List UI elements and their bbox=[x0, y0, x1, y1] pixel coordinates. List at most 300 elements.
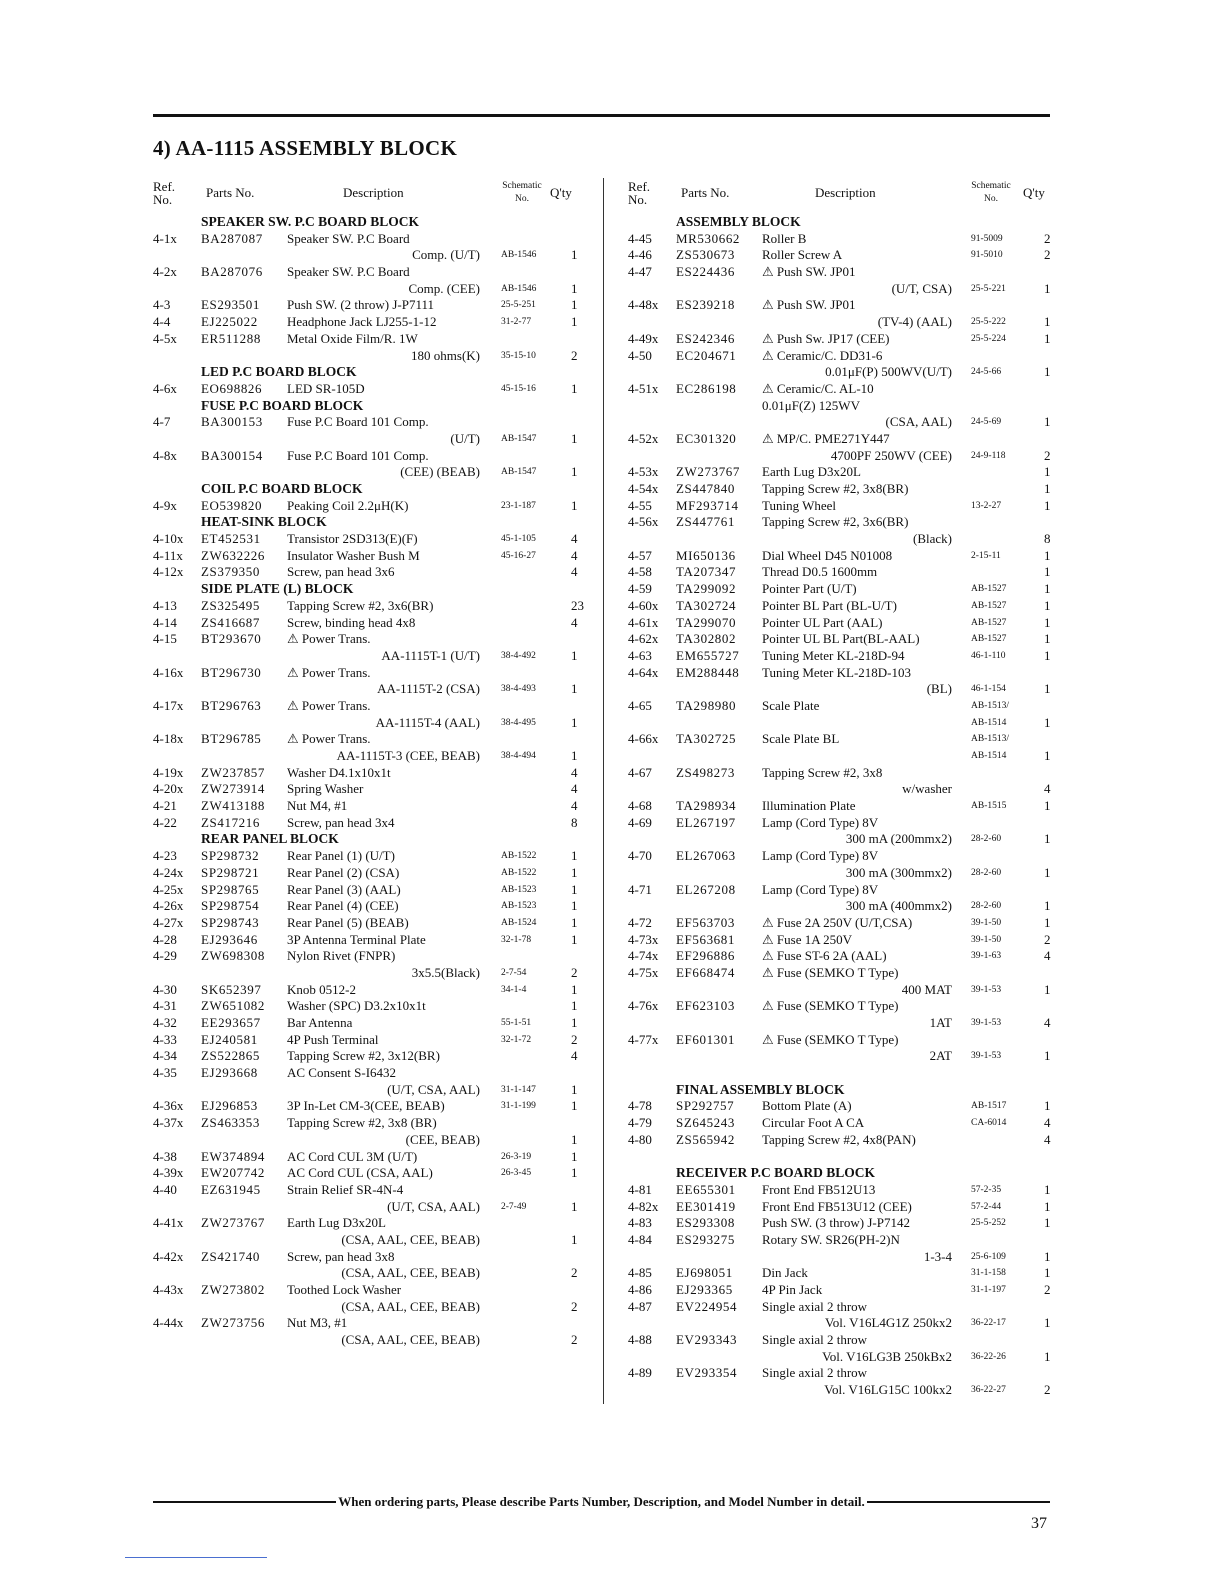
description-cell: Din Jack bbox=[762, 1265, 808, 1281]
parts-no-cell: TA207347 bbox=[676, 564, 737, 580]
table-row bbox=[628, 932, 1056, 949]
table-row bbox=[628, 381, 1056, 398]
parts-no-cell: EM288448 bbox=[676, 664, 740, 680]
section-heading: LED P.C BOARD BLOCK bbox=[201, 364, 357, 380]
table-row bbox=[153, 848, 583, 865]
parts-no-cell: BT296785 bbox=[201, 731, 262, 747]
description-cell: (CSA, AAL, CEE, BEAB) bbox=[341, 1332, 480, 1348]
ref-no-cell: 4-68 bbox=[628, 798, 652, 814]
table-row bbox=[153, 1249, 583, 1266]
parts-no-cell: ZW273802 bbox=[201, 1282, 266, 1297]
table-row bbox=[153, 231, 583, 248]
description-cell: Tapping Screw #2, 3x8 bbox=[762, 764, 883, 780]
parts-no-cell: ET452531 bbox=[201, 531, 261, 547]
header-ref: Ref. No. bbox=[153, 179, 176, 207]
description-cell: AC Consent S-I6432 bbox=[287, 1065, 397, 1081]
footer-rule-left bbox=[153, 1501, 336, 1503]
table-row bbox=[153, 564, 583, 581]
description-cell: Knob 0512-2 bbox=[287, 981, 356, 997]
parts-no-cell: ZW698308 bbox=[201, 948, 266, 964]
ref-no-cell: 4-3 bbox=[153, 297, 171, 313]
table-row bbox=[628, 965, 1056, 982]
qty-cell: 23 bbox=[571, 597, 584, 613]
qty-cell: 1 bbox=[571, 848, 578, 864]
table-row bbox=[628, 264, 1056, 281]
description-cell: ⚠ Power Trans. bbox=[287, 664, 371, 680]
qty-cell: 1 bbox=[1044, 1098, 1051, 1114]
ref-no-cell: 4-50 bbox=[628, 347, 652, 363]
qty-cell: 1 bbox=[1044, 1181, 1051, 1197]
description-cell: ⚠ MP/C. PME271Y447 bbox=[762, 430, 890, 446]
schematic-no-cell: 57-2-35 bbox=[971, 1184, 1002, 1195]
description-cell: Screw, pan head 3x6 bbox=[287, 564, 395, 580]
description-cell: AC Cord CUL (CSA, AAL) bbox=[287, 1165, 433, 1181]
ref-no-cell: 4-6x bbox=[153, 380, 177, 396]
schematic-no-cell: 31-1-197 bbox=[971, 1285, 1006, 1295]
ref-no-cell: 4-62x bbox=[628, 631, 659, 647]
description-cell: (CSA, AAL, CEE, BEAB) bbox=[341, 1265, 480, 1281]
schematic-no-cell: 31-1-199 bbox=[501, 1101, 536, 1112]
parts-no-cell: EF623103 bbox=[676, 998, 735, 1014]
ref-no-cell: 4-15 bbox=[153, 631, 177, 647]
qty-cell: 2 bbox=[571, 347, 578, 363]
left-parts-column bbox=[153, 178, 583, 1349]
ref-no-cell: 4-7 bbox=[153, 414, 171, 430]
schematic-no-cell: AB-1513/ bbox=[971, 700, 1009, 711]
parts-no-cell: ZW632226 bbox=[201, 547, 266, 563]
ref-no-cell: 4-49x bbox=[628, 330, 659, 346]
section-heading: SIDE PLATE (L) BLOCK bbox=[201, 581, 354, 597]
ref-no-cell: 4-2x bbox=[153, 264, 177, 280]
ref-no-cell: 4-33 bbox=[153, 1031, 177, 1047]
table-row bbox=[153, 665, 583, 682]
footer-note bbox=[153, 1494, 1050, 1510]
ref-no-cell: 4-72 bbox=[628, 914, 652, 930]
qty-cell: 8 bbox=[571, 814, 578, 830]
description-cell: (CEE, BEAB) bbox=[405, 1131, 480, 1147]
ref-no-cell: 4-28 bbox=[153, 931, 177, 947]
table-row-continuation bbox=[153, 281, 583, 298]
description-cell: LED SR-105D bbox=[287, 380, 365, 396]
header-description: Description bbox=[815, 185, 876, 200]
parts-no-cell: EC301320 bbox=[676, 430, 737, 446]
ref-no-cell: 4-57 bbox=[628, 547, 652, 563]
schematic-no-cell: 39-1-50 bbox=[971, 917, 1002, 928]
description-cell: Bottom Plate (A) bbox=[762, 1098, 852, 1114]
qty-cell: 1 bbox=[571, 1165, 578, 1181]
schematic-no-cell: 46-1-154 bbox=[971, 684, 1006, 695]
parts-no-cell: EW374894 bbox=[201, 1148, 266, 1164]
ref-no-cell: 4-18x bbox=[153, 731, 184, 747]
parts-no-cell: TA302724 bbox=[676, 597, 737, 613]
schematic-no-cell: AB-1522 bbox=[501, 851, 537, 862]
parts-no-cell: ZW651082 bbox=[201, 998, 266, 1014]
schematic-no-cell: 25-5-222 bbox=[971, 317, 1006, 328]
table-row-continuation bbox=[628, 1015, 1056, 1032]
table-row bbox=[628, 548, 1056, 565]
qty-cell: 2 bbox=[1044, 447, 1051, 463]
parts-no-cell: ZW237857 bbox=[201, 764, 266, 780]
ref-no-cell: 4-5x bbox=[153, 330, 177, 346]
parts-no-cell: ZS565942 bbox=[676, 1131, 735, 1147]
description-cell: AA-1115T-3 (CEE, BEAB) bbox=[336, 748, 480, 763]
description-cell: Fuse P.C Board 101 Comp. bbox=[287, 447, 429, 463]
table-row bbox=[628, 598, 1056, 615]
qty-cell: 1 bbox=[571, 314, 578, 330]
description-cell: Comp. (U/T) bbox=[412, 247, 480, 263]
schematic-no-cell: AB-1547 bbox=[501, 467, 537, 478]
qty-cell: 1 bbox=[1044, 414, 1051, 430]
table-row bbox=[153, 1115, 583, 1132]
ref-no-cell: 4-60x bbox=[628, 597, 659, 613]
schematic-no-cell: AB-1527 bbox=[971, 617, 1007, 628]
table-row bbox=[628, 631, 1056, 648]
parts-no-cell: EJ240581 bbox=[201, 1031, 258, 1047]
ref-no-cell: 4-54x bbox=[628, 481, 659, 496]
schematic-no-cell: 34-1-4 bbox=[501, 984, 527, 995]
parts-no-cell: EJ293668 bbox=[201, 1065, 258, 1081]
qty-cell: 2 bbox=[1044, 931, 1051, 947]
table-row bbox=[628, 1215, 1056, 1232]
section-heading: SPEAKER SW. P.C BOARD BLOCK bbox=[201, 214, 420, 229]
qty-cell: 2 bbox=[1044, 247, 1051, 263]
parts-no-cell: MI650136 bbox=[676, 547, 736, 563]
qty-cell: 1 bbox=[1044, 714, 1051, 730]
qty-cell: 4 bbox=[571, 781, 578, 797]
description-cell: Roller Screw A bbox=[762, 247, 843, 263]
description-cell: Vol. V16L4G1Z 250kx2 bbox=[825, 1315, 952, 1331]
parts-no-cell: ZS416687 bbox=[201, 614, 260, 630]
description-cell: Headphone Jack LJ255-1-12 bbox=[287, 314, 437, 330]
parts-no-cell: EV224954 bbox=[676, 1298, 738, 1314]
schematic-no-cell: 28-2-60 bbox=[971, 867, 1002, 878]
qty-cell: 1 bbox=[571, 864, 578, 880]
ref-no-cell: 4-79 bbox=[628, 1115, 652, 1131]
schematic-no-cell: 45-16-27 bbox=[501, 550, 536, 561]
description-cell: (U/T) bbox=[450, 430, 480, 446]
ref-no-cell: 4-43x bbox=[153, 1282, 184, 1297]
parts-no-cell: EJ293365 bbox=[676, 1282, 733, 1297]
description-cell: ⚠ Ceramic/C. AL-10 bbox=[762, 380, 874, 396]
schematic-no-cell: AB-1514 bbox=[971, 717, 1007, 728]
description-cell: AA-1115T-4 (AAL) bbox=[375, 714, 480, 730]
schematic-no-cell: 39-1-53 bbox=[971, 1051, 1002, 1062]
ref-no-cell: 4-41x bbox=[153, 1215, 184, 1231]
description-cell: 300 mA (300mmx2) bbox=[845, 864, 952, 880]
qty-cell: 1 bbox=[571, 380, 578, 396]
schematic-no-cell: 25-5-251 bbox=[501, 300, 536, 311]
ref-no-cell: 4-42x bbox=[153, 1248, 184, 1264]
table-header bbox=[628, 178, 1056, 214]
description-cell: Comp. (CEE) bbox=[408, 280, 480, 296]
qty-cell: 1 bbox=[571, 1148, 578, 1164]
table-row-continuation bbox=[628, 1349, 1056, 1366]
parts-no-cell: BA300154 bbox=[201, 447, 263, 463]
parts-no-cell: MR530662 bbox=[676, 230, 741, 246]
table-row bbox=[153, 982, 583, 999]
parts-no-cell: MF293714 bbox=[676, 497, 739, 513]
table-row bbox=[628, 1365, 1056, 1382]
description-cell: Transistor 2SD313(E)(F) bbox=[287, 531, 418, 547]
qty-cell: 1 bbox=[1044, 597, 1051, 613]
table-row bbox=[153, 1015, 583, 1032]
qty-cell: 4 bbox=[571, 764, 578, 780]
table-row-continuation bbox=[628, 898, 1056, 915]
qty-cell: 1 bbox=[571, 464, 578, 480]
schematic-no-cell: 25-5-224 bbox=[971, 333, 1006, 344]
schematic-no-cell: 36-22-26 bbox=[971, 1351, 1006, 1362]
table-row bbox=[153, 815, 583, 832]
schematic-no-cell: 13-2-27 bbox=[971, 500, 1002, 511]
ref-no-cell: 4-51x bbox=[628, 380, 659, 396]
ref-no-cell: 4-10x bbox=[153, 531, 184, 547]
ref-no-cell: 4-11x bbox=[153, 547, 183, 563]
table-row-continuation bbox=[628, 865, 1056, 882]
table-row bbox=[153, 1215, 583, 1232]
table-row bbox=[628, 481, 1056, 498]
ref-no-cell: 4-59 bbox=[628, 581, 652, 597]
table-row-continuation bbox=[153, 431, 583, 448]
schematic-no-cell: 24-5-69 bbox=[971, 417, 1002, 428]
ref-no-cell: 4-66x bbox=[628, 731, 659, 747]
ref-no-cell: 4-55 bbox=[628, 497, 652, 513]
parts-no-cell: EF563681 bbox=[676, 931, 735, 947]
schematic-no-cell: 35-15-10 bbox=[501, 350, 536, 361]
parts-no-cell: EE655301 bbox=[676, 1181, 736, 1197]
description-cell: ⚠ Push SW. JP01 bbox=[762, 297, 856, 313]
description-cell: (CSA, AAL) bbox=[885, 414, 952, 430]
qty-cell: 1 bbox=[1044, 1265, 1051, 1281]
parts-no-cell: ZS447840 bbox=[676, 481, 735, 496]
parts-no-cell: ZS530673 bbox=[676, 247, 735, 263]
header-qty: Q'ty bbox=[1023, 185, 1045, 200]
schematic-no-cell: 36-22-27 bbox=[971, 1385, 1006, 1396]
qty-cell: 1 bbox=[1044, 981, 1051, 997]
parts-no-cell: TA302725 bbox=[676, 731, 737, 747]
description-cell: Nut M3, #1 bbox=[287, 1315, 348, 1331]
table-row bbox=[153, 615, 583, 632]
table-row-continuation bbox=[628, 1382, 1056, 1399]
table-row-continuation bbox=[628, 748, 1056, 765]
parts-no-cell: ZS522865 bbox=[201, 1048, 260, 1064]
parts-no-cell: EF601301 bbox=[676, 1031, 735, 1047]
ref-no-cell: 4-87 bbox=[628, 1298, 652, 1314]
qty-cell: 1 bbox=[571, 881, 578, 897]
table-row-continuation bbox=[153, 1232, 583, 1249]
table-row-continuation bbox=[153, 965, 583, 982]
table-row-continuation bbox=[153, 748, 583, 765]
table-row bbox=[628, 1265, 1056, 1282]
description-cell: Thread D0.5 1600mm bbox=[762, 564, 878, 580]
qty-cell: 1 bbox=[1044, 631, 1051, 647]
table-row-continuation bbox=[153, 348, 583, 365]
schematic-no-cell: 39-1-63 bbox=[971, 951, 1002, 962]
table-row bbox=[153, 865, 583, 882]
description-cell: Pointer Part (U/T) bbox=[762, 581, 857, 597]
parts-no-cell: ZS447761 bbox=[676, 514, 735, 530]
description-cell: AC Cord CUL 3M (U/T) bbox=[287, 1148, 418, 1164]
page-title: 4) AA-1115 ASSEMBLY BLOCK bbox=[153, 136, 458, 160]
ref-no-cell: 4-58 bbox=[628, 564, 652, 580]
schematic-no-cell: 26-3-45 bbox=[501, 1168, 532, 1179]
description-cell: (Black) bbox=[913, 531, 952, 547]
schematic-no-cell: 55-1-51 bbox=[501, 1018, 532, 1028]
qty-cell: 1 bbox=[571, 1198, 578, 1214]
parts-no-cell: EJ225022 bbox=[201, 314, 258, 330]
qty-cell: 1 bbox=[571, 1131, 578, 1147]
ref-no-cell: 4-9x bbox=[153, 497, 177, 513]
ref-no-cell: 4-78 bbox=[628, 1098, 652, 1114]
parts-no-cell: BT296763 bbox=[201, 697, 262, 713]
ref-no-cell: 4-16x bbox=[153, 664, 184, 680]
ref-no-cell: 4-67 bbox=[628, 764, 652, 780]
qty-cell: 8 bbox=[1044, 531, 1051, 547]
ref-no-cell: 4-36x bbox=[153, 1098, 184, 1114]
schematic-no-cell: 28-2-60 bbox=[971, 901, 1002, 912]
table-row bbox=[628, 464, 1056, 481]
qty-cell: 1 bbox=[571, 681, 578, 697]
parts-no-cell: SP292757 bbox=[676, 1098, 735, 1114]
table-row-continuation bbox=[153, 464, 583, 481]
description-cell: 1AT bbox=[929, 1015, 952, 1030]
description-cell: ⚠ Fuse (SEMKO T Type) bbox=[762, 998, 899, 1014]
schematic-no-cell: 32-1-72 bbox=[501, 1034, 532, 1045]
table-row bbox=[153, 297, 583, 314]
qty-cell: 1 bbox=[571, 898, 578, 914]
description-cell: 3P Antenna Terminal Plate bbox=[287, 931, 426, 947]
table-row-continuation bbox=[628, 715, 1056, 732]
table-row bbox=[153, 631, 583, 648]
qty-cell: 4 bbox=[571, 564, 578, 580]
description-cell: Roller B bbox=[762, 230, 807, 246]
table-row bbox=[153, 1149, 583, 1166]
table-row bbox=[153, 1315, 583, 1332]
qty-cell: 1 bbox=[1044, 864, 1051, 880]
schematic-no-cell: 45-15-16 bbox=[501, 383, 536, 394]
description-cell: Metal Oxide Film/R. 1W bbox=[287, 330, 418, 346]
qty-cell: 2 bbox=[571, 964, 578, 980]
parts-no-cell: TA299092 bbox=[676, 581, 737, 597]
ref-no-cell: 4-34 bbox=[153, 1048, 177, 1064]
qty-cell: 1 bbox=[1044, 280, 1051, 296]
description-cell: Single axial 2 throw bbox=[762, 1298, 868, 1314]
qty-cell: 4 bbox=[1044, 948, 1051, 964]
table-row bbox=[628, 1032, 1056, 1049]
description-cell: w/washer bbox=[902, 781, 952, 797]
table-row bbox=[153, 932, 583, 949]
description-cell: Strain Relief SR-4N-4 bbox=[287, 1181, 404, 1197]
qty-cell: 1 bbox=[1044, 581, 1051, 597]
ref-no-cell: 4-56x bbox=[628, 514, 659, 530]
table-row bbox=[628, 1282, 1056, 1299]
table-row bbox=[628, 698, 1056, 715]
header-schematic: Schematic No. bbox=[502, 181, 542, 204]
qty-cell: 4 bbox=[571, 614, 578, 630]
parts-no-cell: ZW273756 bbox=[201, 1315, 266, 1331]
description-cell: Vol. V16LG15C 100kx2 bbox=[824, 1382, 952, 1398]
section-heading: HEAT-SINK BLOCK bbox=[201, 514, 327, 530]
table-header bbox=[153, 178, 583, 214]
qty-cell: 1 bbox=[1044, 1198, 1051, 1214]
description-cell: Screw, binding head 4x8 bbox=[287, 614, 416, 630]
table-row bbox=[153, 1282, 583, 1299]
table-row bbox=[628, 882, 1056, 899]
schematic-no-cell: CA-6014 bbox=[971, 1118, 1007, 1129]
schematic-no-cell: AB-1546 bbox=[501, 283, 537, 294]
table-row bbox=[628, 648, 1056, 665]
description-cell: Screw, pan head 3x4 bbox=[287, 814, 395, 830]
ordering-note: When ordering parts, Please describe Parts Number, Description, and Model Number in detail. bbox=[338, 1494, 865, 1509]
schematic-no-cell: 39-1-50 bbox=[971, 934, 1002, 945]
qty-cell: 1 bbox=[1044, 1348, 1051, 1364]
table-row-continuation bbox=[153, 1265, 583, 1282]
ref-no-cell: 4-12x bbox=[153, 564, 184, 580]
schematic-no-cell: 26-3-19 bbox=[501, 1151, 532, 1162]
parts-no-cell: BT293670 bbox=[201, 631, 262, 647]
spacer bbox=[628, 1065, 1056, 1082]
parts-no-cell: ZS325495 bbox=[201, 597, 260, 613]
schematic-no-cell: AB-1546 bbox=[501, 250, 537, 261]
parts-no-cell: ZW273914 bbox=[201, 781, 266, 797]
description-cell: Tapping Screw #2, 3x6(BR) bbox=[762, 514, 909, 530]
table-row bbox=[628, 297, 1056, 314]
description-cell: ⚠ Power Trans. bbox=[287, 697, 371, 713]
description-cell: (BL) bbox=[926, 681, 952, 697]
ref-no-cell: 4-69 bbox=[628, 814, 652, 830]
qty-cell: 2 bbox=[1044, 230, 1051, 246]
description-cell: Bar Antenna bbox=[287, 1015, 353, 1030]
qty-cell: 4 bbox=[571, 1048, 578, 1064]
parts-no-cell: ES293501 bbox=[201, 297, 260, 313]
section-heading: FUSE P.C BOARD BLOCK bbox=[201, 397, 364, 413]
ref-no-cell: 4-4 bbox=[153, 314, 171, 330]
table-row-continuation bbox=[628, 1315, 1056, 1332]
qty-cell: 2 bbox=[1044, 1282, 1051, 1297]
header-qty: Q'ty bbox=[550, 185, 572, 200]
qty-cell: 1 bbox=[1044, 681, 1051, 697]
column-divider bbox=[603, 178, 604, 1404]
ref-no-cell: 4-19x bbox=[153, 764, 184, 780]
parts-no-cell: ZS379350 bbox=[201, 564, 260, 580]
table-row bbox=[153, 998, 583, 1015]
footer-rule-right bbox=[867, 1501, 1050, 1503]
ref-no-cell: 4-47 bbox=[628, 264, 652, 280]
table-row bbox=[153, 798, 583, 815]
description-cell: ⚠ Fuse (SEMKO T Type) bbox=[762, 964, 899, 980]
ref-no-cell: 4-82x bbox=[628, 1198, 659, 1214]
qty-cell: 1 bbox=[1044, 564, 1051, 580]
table-row-continuation bbox=[628, 364, 1056, 381]
qty-cell: 1 bbox=[1044, 748, 1051, 763]
schematic-no-cell: AB-1523 bbox=[501, 901, 537, 912]
header-ref: Ref. No. bbox=[628, 179, 651, 207]
parts-no-cell: EJ698051 bbox=[676, 1265, 733, 1281]
table-row bbox=[153, 1048, 583, 1065]
qty-cell: 4 bbox=[571, 547, 578, 563]
schematic-no-cell: 2-7-54 bbox=[501, 967, 527, 978]
ref-no-cell: 4-40 bbox=[153, 1181, 177, 1197]
description-cell: Speaker SW. P.C Board bbox=[287, 264, 410, 280]
description-cell: Insulator Washer Bush M bbox=[287, 547, 420, 563]
qty-cell: 1 bbox=[1044, 898, 1051, 914]
qty-cell: 4 bbox=[1044, 1131, 1051, 1147]
description-cell: Earth Lug D3x20L bbox=[287, 1215, 386, 1231]
parts-no-cell: EV293354 bbox=[676, 1365, 738, 1381]
description-cell: (U/T, CSA, AAL) bbox=[387, 1198, 480, 1214]
table-row bbox=[628, 1098, 1056, 1115]
page-number: 37 bbox=[1031, 1515, 1047, 1532]
table-row bbox=[628, 948, 1056, 965]
